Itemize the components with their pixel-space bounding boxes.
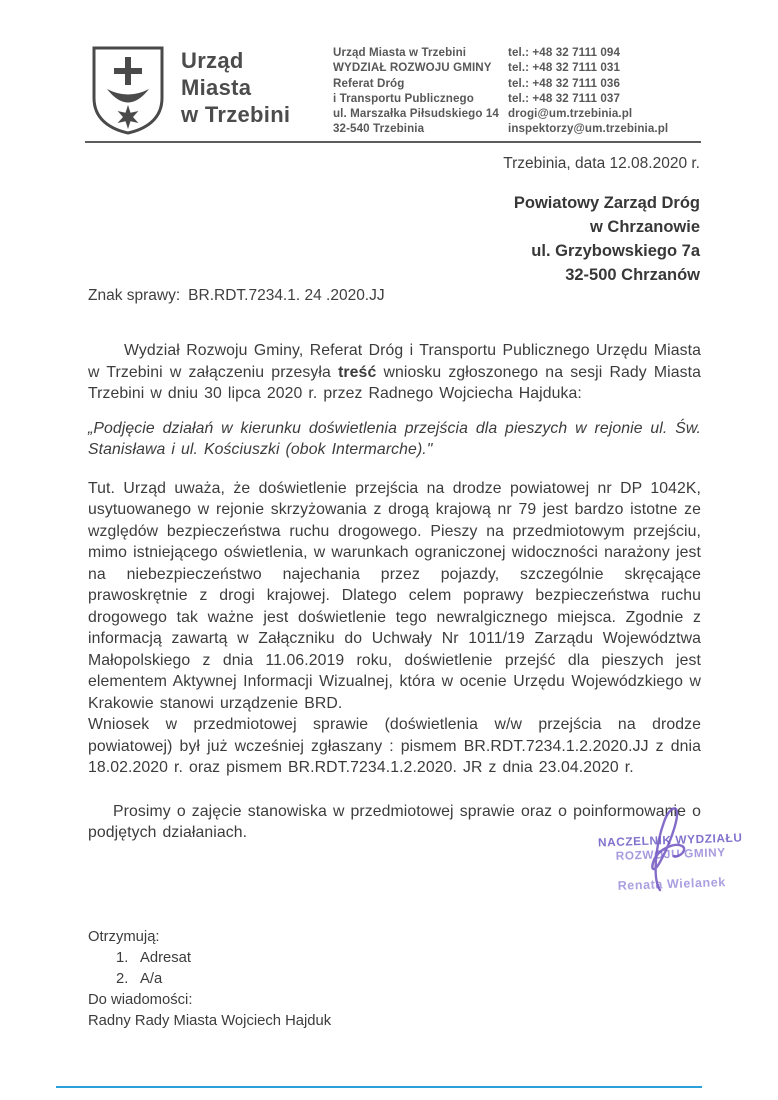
recipient-line: w Chrzanowie	[589, 218, 700, 236]
recipient-line: ul. Grzybowskiego 7a	[531, 242, 700, 260]
motion-quote: „Podjęcie działań w kierunku doświetlenia przejścia dla pieszych w rejonie ul. Św. Stanisława i ul. Kościuszki (obok Intermarche)."	[88, 419, 701, 458]
paragraph-closing: Prosimy o zajęcie stanowiska w przedmiotowej sprawie oraz o poinformowanie o podjętych działaniach.	[88, 802, 701, 841]
footer-accent-line	[56, 1086, 702, 1088]
item-number: 2.	[116, 971, 129, 987]
paragraph-followup: Wniosek w przedmiotowej sprawie (doświetlenia w/w przejścia na drodze powiatowej) był już wcześniej zgłaszany : pismem BR.RDT.7234.1.2.2020.JJ z dnia 18.02.2020 r. oraz pismem BR.RDT.7234.1.2.2020. JR z dnia 23.04.2020 r.	[88, 716, 701, 776]
letterhead-department-address	[333, 45, 499, 137]
contact-line: tel.: +48 32 7111 094	[508, 46, 621, 59]
stamp-title-line-1: NACZELNIK WYDZIAŁU	[597, 830, 743, 850]
recipient-line: Powiatowy Zarząd Dróg	[513, 194, 700, 212]
contact-line: inspektorzy@um.trzebinia.pl	[508, 122, 669, 136]
stamp-title-line-2: ROZWOJU GMINY	[615, 845, 726, 863]
intro-text: Wydział Rozwoju Gminy, Referat Dróg i Transportu Publicznego Urzędu Miasta w Trzebini w załączeniu przesyła	[88, 342, 701, 381]
recipient-line: 32-500 Chrzanów	[565, 266, 700, 284]
letterhead-contact-info	[508, 45, 668, 137]
contact-line: tel.: +48 32 7111 037	[508, 91, 621, 105]
distribution-item	[88, 948, 331, 969]
contact-line: drogi@um.trzebinia.pl	[508, 107, 633, 121]
cc-name: Radny Rady Miasta Wojciech Hajduk	[88, 1013, 332, 1029]
intro-text: wniosku zgłoszonego na sesji Rady Miasta Trzebini w dniu 30 lipca 2020 r. przez Radnego Wojciecha Hajduka:	[88, 363, 701, 402]
cc-heading: Do wiadomości:	[88, 992, 193, 1008]
contact-line: tel.: +48 32 7111 036	[508, 76, 621, 90]
dept-line: i Transportu Publicznego	[333, 91, 474, 105]
case-reference-label: Znak sprawy:	[88, 287, 181, 304]
letter-body	[88, 340, 701, 844]
handwritten-signature-icon	[630, 800, 706, 896]
org-name-line: w Trzebini	[181, 102, 291, 127]
case-reference	[88, 287, 385, 305]
dept-line: WYDZIAŁ ROZWOJU GMINY	[333, 61, 492, 75]
contact-line: tel.: +48 32 7111 031	[508, 61, 621, 75]
coat-of-arms-icon	[88, 42, 168, 137]
paragraph-main: Tut. Urząd uważa, że doświetlenie przejścia na drodze powiatowej nr DP 1042K, usytuowanego w rejonie skrzyżowania z drogą krajową nr 79 jest bardzo istotne ze względów bezpieczeństwa ruchu drogowego. Pieszy na przedmiotowym przejściu, mimo istniejącego oświetlenia, w warunkach ograniczonej widoczności narażony jest na niebezpieczeństwo najechania przez pojazdy, szczególnie skręcające prawoskrętnie z drogi krajowej. Dlatego celem poprawy bezpieczeństwa ruchu drogowego tak ważne jest doświetlenie tego newralgicznego miejsca. Zgodnie z informacją zawartą w Załączniku do Uchwały Nr 1011/19 Zarządu Województwa Małopolskiego z dnia 11.06.2019 roku, doświetlenie przejść dla pieszych jest elementem Aktywnej Informacji Wizualnej, która w ocenie Urzędu Wojewódzkiego w Krakowie stanowi urządzenie BRD.	[88, 479, 701, 712]
item-number: 1.	[116, 950, 129, 966]
case-reference-number: BR.RDT.7234.1. 24 .2020.JJ	[188, 287, 385, 304]
org-name	[181, 47, 290, 128]
distribution-heading: Otrzymują:	[88, 929, 160, 945]
item-label: Adresat	[140, 950, 191, 966]
intro-bold-word: treść	[338, 363, 377, 381]
dept-line: Urząd Miasta w Trzebini	[333, 46, 467, 59]
dept-line: Referat Dróg	[333, 76, 405, 90]
date-line: Trzebinia, data 12.08.2020 r.	[503, 155, 700, 172]
recipient-block	[514, 191, 700, 287]
item-label: A/a	[140, 971, 163, 987]
distribution-list	[88, 927, 331, 1032]
org-name-line: Urząd	[181, 48, 244, 73]
paragraph-intro	[88, 340, 701, 405]
header-divider	[85, 141, 701, 143]
stamp-person-name: Renata Wielanek	[617, 875, 727, 893]
distribution-item	[88, 969, 331, 990]
dept-line: 32-540 Trzebinia	[333, 122, 425, 136]
org-name-line: Miasta	[181, 75, 252, 100]
dept-line: ul. Marszałka Piłsudskiego 14	[333, 107, 499, 121]
